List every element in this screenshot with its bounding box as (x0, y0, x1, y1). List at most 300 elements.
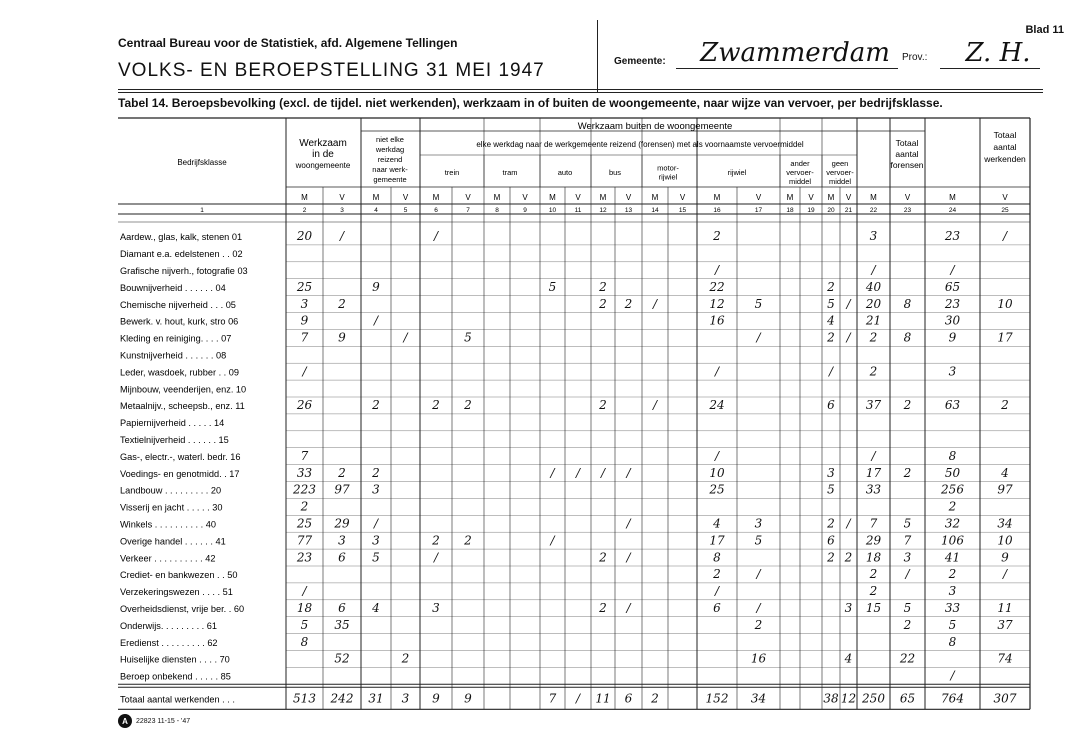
mv-label: M (432, 193, 440, 202)
handwritten-value: 2 (903, 465, 912, 480)
handwritten-value: / (302, 364, 307, 379)
prov-label: Prov.: (902, 52, 928, 63)
handwritten-value: 4 (372, 600, 380, 615)
handwritten-value: / (871, 262, 876, 277)
handwritten-value: 16 (750, 651, 767, 666)
werkzaam-buiten-header: Werkzaam buiten de woongemeente (577, 121, 733, 132)
row-label: Aardew., glas, kalk, stenen 01 (120, 232, 243, 243)
total-value: 513 (293, 691, 316, 706)
handwritten-value: 4 (844, 651, 853, 666)
handwritten-value: 77 (296, 533, 313, 548)
handwritten-value: 25 (709, 482, 725, 497)
census-title: VOLKS- EN BEROEPSTELLING 31 MEI 1947 (118, 60, 545, 81)
handwritten-value: 37 (997, 617, 1013, 632)
column-number: 25 (1001, 207, 1009, 214)
column-number: 10 (548, 207, 557, 214)
handwritten-value: 9 (300, 313, 309, 328)
gemeente-label: Gemeente: (614, 56, 666, 67)
handwritten-value: 2 (338, 465, 346, 480)
handwritten-value: 7 (869, 516, 878, 531)
handwritten-value: 3 (432, 600, 440, 615)
elke-werkdag-header: elke werkdag naar de werkgemeente reizend (forensen) met als voornaamste vervoermiddel (476, 140, 804, 149)
handwritten-value: 3 (338, 533, 346, 548)
total-value: 764 (941, 691, 964, 706)
row-label: Gas-, electr.-, waterl. bedr. 16 (120, 451, 241, 462)
column-number: 18 (786, 207, 794, 214)
row-label: Kunstnijverheid . . . . . . 08 (120, 350, 227, 361)
handwritten-value: 7 (300, 448, 309, 463)
handwritten-value: / (403, 330, 408, 345)
totaal-forensen-header: forensen (890, 160, 924, 170)
handwritten-value: / (373, 516, 379, 531)
mv-label: V (402, 193, 409, 202)
mv-label: M (493, 193, 501, 202)
handwritten-value: 5 (827, 296, 835, 311)
handwritten-value: 29 (865, 533, 882, 548)
mv-label: V (808, 193, 814, 202)
row-label: Verzekeringswezen . . . . 51 (120, 587, 233, 598)
handwritten-value: 2 (432, 533, 440, 548)
column-number: 21 (844, 207, 853, 214)
handwritten-value: 2 (948, 567, 957, 582)
column-number: 20 (827, 207, 835, 214)
column-number: 17 (754, 207, 763, 214)
handwritten-value: 3 (300, 296, 309, 311)
handwritten-value: 8 (948, 634, 957, 649)
cbs-logo-icon: A (118, 714, 132, 728)
handwritten-value: / (950, 262, 955, 277)
total-value: 12 (840, 691, 857, 706)
handwritten-value: 10 (997, 296, 1013, 311)
handwritten-value: 223 (293, 482, 316, 497)
handwritten-value: 8 (713, 550, 721, 565)
handwritten-value: 8 (948, 448, 957, 463)
handwritten-value: 97 (997, 482, 1013, 497)
total-value: 307 (993, 691, 1017, 706)
handwritten-value: 7 (903, 533, 912, 548)
row-label: Huiselijke diensten . . . . 70 (120, 654, 230, 665)
handwritten-value: / (714, 448, 720, 463)
handwritten-value: / (714, 584, 720, 599)
handwritten-value: / (433, 229, 439, 244)
handwritten-value: 20 (296, 229, 313, 244)
transport-header: rijwiel (658, 172, 678, 182)
transport-header: middel (788, 177, 812, 186)
total-value: 3 (401, 691, 410, 706)
handwritten-value: 2 (754, 617, 763, 632)
total-value: 31 (368, 691, 384, 706)
niet-elke-header: reizend (377, 155, 403, 164)
handwritten-value: 2 (624, 296, 633, 311)
handwritten-value: 15 (865, 600, 882, 615)
handwritten-value: 2 (869, 584, 878, 599)
handwritten-value: 65 (944, 279, 961, 294)
handwritten-value: 3 (948, 364, 957, 379)
handwritten-value: 106 (941, 533, 964, 548)
mv-label: V (522, 193, 528, 202)
row-label: Bouwnijverheid . . . . . . 04 (120, 282, 226, 293)
mv-label: V (755, 193, 762, 202)
handwritten-value: 25 (296, 279, 313, 294)
table-title: Tabel 14. Beroepsbevolking (excl. de tijdel. niet werkenden), werkzaam in of buiten de woongemeente, naar wijze van vervoer, per bedrijfsklasse. (118, 96, 943, 110)
handwritten-value: 23 (296, 550, 313, 565)
mv-label: V (575, 193, 581, 202)
handwritten-value: 6 (338, 550, 346, 565)
handwritten-value: 16 (709, 313, 725, 328)
mv-label: V (625, 193, 632, 202)
column-number: 11 (574, 207, 582, 214)
mv-label: M (549, 193, 556, 202)
handwritten-value: 5 (372, 550, 380, 565)
total-value: 11 (595, 691, 611, 706)
handwritten-value: 9 (338, 330, 346, 345)
handwritten-value: / (756, 330, 761, 345)
column-number: 13 (624, 207, 633, 214)
column-number: 7 (466, 207, 470, 214)
handwritten-value: 9 (372, 279, 380, 294)
handwritten-value: 17 (865, 465, 882, 480)
handwritten-value: 9 (948, 330, 957, 345)
prov-value: Z. H. (965, 38, 1031, 68)
handwritten-value: 3 (903, 550, 912, 565)
handwritten-value: 3 (827, 465, 835, 480)
row-label: Verkeer . . . . . . . . . . 42 (120, 553, 216, 564)
handwritten-value: / (550, 465, 555, 480)
row-label: Grafische nijverh., fotografie 03 (120, 265, 248, 276)
handwritten-value: 6 (827, 533, 835, 548)
handwritten-value: 2 (599, 279, 607, 294)
handwritten-value: 3 (844, 600, 853, 615)
handwritten-value: 2 (464, 533, 472, 548)
mv-label: V (904, 193, 911, 202)
transport-header: bus (608, 168, 622, 177)
handwritten-value: 17 (709, 533, 725, 548)
handwritten-value: 2 (869, 330, 878, 345)
column-number: 24 (948, 207, 957, 214)
handwritten-value: 12 (709, 296, 725, 311)
transport-header: vervoer- (826, 168, 854, 177)
handwritten-value: 8 (300, 634, 309, 649)
handwritten-value: 7 (300, 330, 309, 345)
handwritten-value: 40 (865, 279, 882, 294)
handwritten-value: / (871, 448, 876, 463)
handwritten-value: 2 (464, 398, 472, 413)
column-number: 16 (713, 207, 721, 214)
handwritten-value: 41 (944, 550, 961, 565)
column-number: 3 (340, 207, 344, 214)
column-number: 19 (807, 207, 815, 214)
handwritten-value: 5 (464, 330, 472, 345)
handwritten-value: 17 (997, 330, 1013, 345)
column-number: 5 (403, 207, 408, 214)
row-label: Visserij en jacht . . . . . 30 (120, 502, 223, 513)
handwritten-value: 2 (372, 465, 380, 480)
row-label: Mijnbouw, veenderijen, enz. 10 (120, 384, 247, 395)
total-label: Totaal aantal werkenden . . . (120, 694, 235, 705)
werkzaam-in-header: woongemeente (295, 161, 351, 170)
niet-elke-header: niet elke (376, 135, 404, 144)
mv-label: V (465, 193, 471, 202)
mv-label: M (713, 193, 721, 202)
handwritten-value: / (626, 516, 631, 531)
handwritten-value: / (846, 296, 851, 311)
bedrijfsklasse-header: Bedrijfsklasse (177, 158, 227, 167)
handwritten-value: / (433, 550, 439, 565)
handwritten-value: 33 (865, 482, 882, 497)
handwritten-value: 23 (944, 229, 961, 244)
row-label: Winkels . . . . . . . . . . 40 (120, 519, 216, 530)
handwritten-value: 2 (844, 550, 853, 565)
handwritten-value: 2 (827, 516, 835, 531)
handwritten-value: 18 (865, 550, 882, 565)
totaal-werkenden-header: werkenden (984, 154, 1026, 164)
handwritten-value: 63 (944, 398, 961, 413)
total-value: 7 (548, 691, 557, 706)
handwritten-value: / (714, 364, 720, 379)
total-value: 38 (823, 691, 839, 706)
handwritten-value: / (714, 262, 720, 277)
total-value: 152 (705, 691, 729, 706)
total-value: 2 (651, 691, 659, 706)
handwritten-value: 23 (944, 296, 961, 311)
handwritten-value: 18 (296, 600, 313, 615)
handwritten-value: 32 (944, 516, 961, 531)
handwritten-value: 2 (948, 499, 957, 514)
column-number: 15 (678, 207, 687, 214)
handwritten-value: 5 (754, 533, 763, 548)
row-label: Textielnijverheid . . . . . . 15 (120, 434, 229, 445)
handwritten-value: 2 (372, 398, 380, 413)
column-number: 23 (903, 207, 912, 214)
handwritten-value: 33 (944, 600, 961, 615)
werkzaam-in-header: Werkzaam (299, 138, 347, 149)
handwritten-value: 256 (941, 482, 964, 497)
transport-header: motor- (657, 163, 679, 173)
handwritten-value: 6 (713, 600, 721, 615)
handwritten-value: 5 (903, 516, 912, 531)
handwritten-value: 3 (372, 533, 380, 548)
handwritten-value: 37 (865, 398, 882, 413)
handwritten-value: / (756, 600, 761, 615)
handwritten-value: 2 (599, 600, 607, 615)
transport-header: tram (502, 168, 518, 177)
handwritten-value: 3 (754, 516, 763, 531)
handwritten-value: 8 (903, 296, 912, 311)
handwritten-value: / (302, 584, 307, 599)
total-value: 9 (464, 691, 472, 706)
handwritten-value: / (828, 364, 834, 379)
handwritten-value: / (905, 567, 910, 582)
handwritten-value: / (846, 516, 851, 531)
handwritten-value: 35 (334, 617, 350, 632)
organization-heading: Centraal Bureau voor de Statistiek, afd. Algemene Tellingen (118, 36, 458, 50)
handwritten-value: 29 (334, 516, 350, 531)
column-number: 2 (302, 207, 307, 214)
mv-label: M (651, 193, 659, 202)
row-label: Papiernijverheid . . . . . 14 (120, 418, 225, 429)
mv-label: M (301, 193, 308, 202)
handwritten-value: 6 (338, 600, 346, 615)
handwritten-value: / (600, 465, 606, 480)
handwritten-value: 9 (1001, 550, 1009, 565)
row-label: Chemische nijverheid . . . 05 (120, 299, 236, 310)
row-label: Beroep onbekend . . . . . 85 (120, 671, 231, 682)
mv-label: V (845, 193, 852, 202)
row-label: Onderwijs. . . . . . . . . 61 (120, 620, 218, 631)
total-value: 65 (899, 691, 916, 706)
total-value: 6 (624, 691, 633, 706)
handwritten-value: / (626, 550, 631, 565)
row-label: Kleding en reiniging. . . . 07 (120, 333, 232, 344)
handwritten-value: 21 (865, 313, 882, 328)
handwritten-value: / (1002, 229, 1008, 244)
handwritten-value: / (550, 533, 555, 548)
handwritten-value: 10 (997, 533, 1013, 548)
handwritten-value: / (575, 465, 581, 480)
row-label: Metaalnijv., scheepsb., enz. 11 (120, 401, 245, 412)
column-number: 14 (651, 207, 659, 214)
handwritten-value: 52 (334, 651, 350, 666)
total-value: 34 (750, 691, 767, 706)
total-value: 242 (330, 691, 354, 706)
row-label: Diamant e.a. edelstenen . . 02 (120, 249, 243, 260)
handwritten-value: 74 (997, 651, 1013, 666)
handwritten-value: 34 (997, 516, 1013, 531)
handwritten-value: 2 (713, 229, 721, 244)
handwritten-value: 2 (338, 296, 346, 311)
mv-label: M (827, 193, 835, 202)
mv-label: M (949, 193, 956, 202)
totaal-werkenden-header: Totaal (993, 130, 1017, 140)
handwritten-value: 25 (296, 516, 313, 531)
handwritten-value: 4 (827, 313, 835, 328)
handwritten-value: 2 (599, 296, 607, 311)
column-number: 12 (599, 207, 607, 214)
mv-label: M (786, 193, 794, 202)
handwritten-value: 4 (713, 516, 721, 531)
mv-label: V (339, 193, 345, 202)
handwritten-value: 5 (754, 296, 763, 311)
transport-header: geen (831, 159, 849, 168)
handwritten-value: / (626, 600, 631, 615)
handwritten-value: 2 (599, 398, 607, 413)
handwritten-value: 6 (827, 398, 835, 413)
handwritten-value: 2 (903, 617, 912, 632)
handwritten-value: / (339, 229, 345, 244)
handwritten-value: 30 (944, 313, 961, 328)
handwritten-value: 50 (944, 465, 961, 480)
row-label: Leder, wasdoek, rubber . . 09 (120, 367, 240, 378)
column-number: 8 (495, 207, 499, 214)
handwritten-value: 2 (300, 499, 309, 514)
mv-label: M (372, 193, 380, 202)
handwritten-value: 97 (334, 482, 350, 497)
mv-label: V (679, 193, 686, 202)
handwritten-value: / (756, 567, 761, 582)
form-code (118, 714, 190, 728)
handwritten-value: 2 (599, 550, 607, 565)
transport-header: rijwiel (727, 168, 747, 177)
handwritten-value: 5 (300, 617, 309, 632)
handwritten-value: 2 (903, 398, 912, 413)
niet-elke-header: naar werk- (372, 165, 408, 174)
row-label: Voedings- en genotmidd. . 17 (120, 468, 240, 479)
handwritten-value: / (846, 330, 851, 345)
handwritten-value: 8 (903, 330, 912, 345)
handwritten-value: 2 (869, 364, 878, 379)
row-label: Overige handel . . . . . . 41 (120, 536, 226, 547)
handwritten-value: 3 (869, 229, 878, 244)
totaal-forensen-header: Totaal (895, 138, 919, 148)
handwritten-value: 4 (1001, 465, 1009, 480)
handwritten-value: 22 (899, 651, 916, 666)
total-value: / (575, 691, 581, 706)
handwritten-value: 10 (709, 465, 725, 480)
handwritten-value: 2 (869, 567, 878, 582)
row-label: Crediet- en bankwezen . . 50 (120, 570, 238, 581)
transport-header: vervoer- (786, 168, 814, 177)
handwritten-value: 22 (709, 279, 725, 294)
handwritten-value: 3 (372, 482, 380, 497)
mv-label: M (870, 193, 877, 202)
handwritten-value: / (626, 465, 631, 480)
handwritten-value: 33 (296, 465, 313, 480)
transport-header: middel (828, 177, 852, 186)
total-value: 250 (862, 691, 885, 706)
mv-label: V (1002, 193, 1008, 202)
transport-header: auto (557, 168, 573, 177)
gemeente-value: Zwammerdam (700, 38, 890, 68)
handwritten-value: 2 (1001, 398, 1009, 413)
handwritten-value: / (1002, 567, 1008, 582)
handwritten-value: 2 (713, 567, 721, 582)
row-label: Bewerk. v. hout, kurk, stro 06 (120, 316, 239, 327)
sheet-label: Blad 11 (1025, 24, 1064, 36)
row-label: Landbouw . . . . . . . . . 20 (120, 485, 222, 496)
column-number: 22 (869, 207, 878, 214)
niet-elke-header: gemeente (373, 175, 407, 184)
handwritten-value: 2 (827, 330, 835, 345)
handwritten-value: 2 (432, 398, 440, 413)
transport-header: trein (444, 168, 460, 177)
handwritten-value: 5 (948, 617, 957, 632)
row-label: Eredienst . . . . . . . . . 62 (120, 637, 218, 648)
column-number: 9 (523, 207, 527, 214)
row-label: Overheidsdienst, vrije ber. . 60 (120, 603, 245, 614)
transport-header: ander (790, 159, 810, 168)
handwritten-value: 3 (948, 584, 957, 599)
handwritten-value: 2 (401, 651, 410, 666)
handwritten-value: 2 (827, 279, 835, 294)
mv-label: M (599, 193, 607, 202)
totaal-werkenden-header: aantal (993, 142, 1017, 152)
totaal-forensen-header: aantal (895, 149, 919, 159)
handwritten-value: 5 (548, 279, 557, 294)
handwritten-value: / (373, 313, 379, 328)
handwritten-value: 20 (865, 296, 882, 311)
column-number: 6 (434, 207, 438, 214)
werkzaam-in-header: in de (312, 149, 334, 160)
handwritten-value: 5 (903, 600, 912, 615)
column-number: 4 (374, 207, 378, 214)
column-number: 1 (200, 207, 204, 214)
total-value: 9 (432, 691, 440, 706)
handwritten-value: 26 (296, 398, 313, 413)
handwritten-value: 11 (997, 600, 1013, 615)
niet-elke-header: werkdag (375, 145, 405, 154)
handwritten-value: / (950, 668, 955, 683)
handwritten-value: 5 (827, 482, 835, 497)
